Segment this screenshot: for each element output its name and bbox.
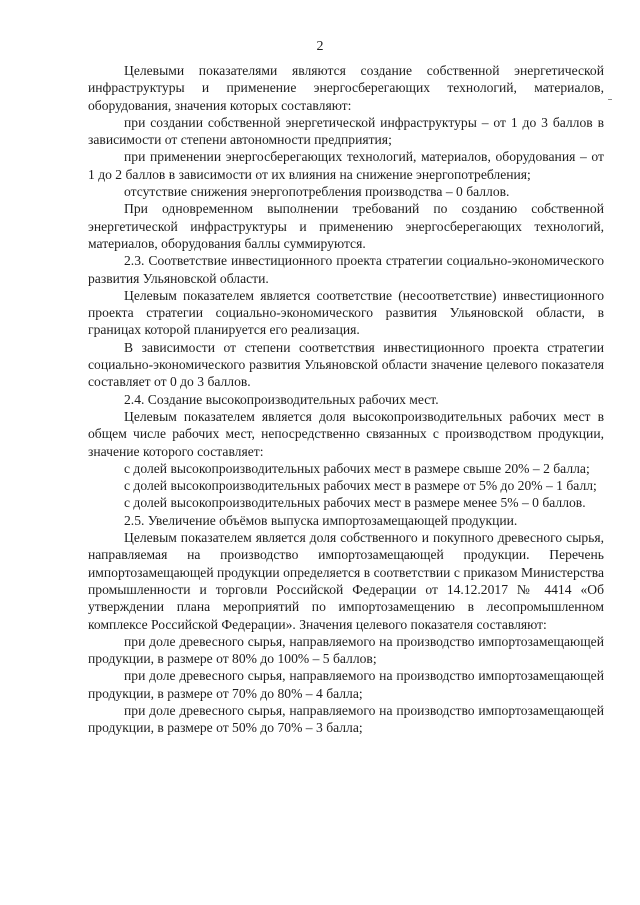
document-body <box>88 62 604 737</box>
paragraph-strategy-target: Целевым показателем является соответствие (несоответствие) инвестиционного проекта стратегии социально-экономического развития Ульяновской области, в границах которой планируется его реализация. <box>88 287 604 338</box>
paragraph-strategy-points: В зависимости от степени соответствия инвестиционного проекта стратегии социально-экономического развития Ульяновской области значение целевого показателя составляет от 0 до 3 баллов. <box>88 339 604 390</box>
paragraph-jobs-under-5: с долей высокопроизводительных рабочих мест в размере менее 5% – 0 баллов. <box>124 495 586 511</box>
page-number: 2 <box>316 39 324 54</box>
section-2-3-heading: 2.3. Соответствие инвестиционного проекта стратегии социально-экономического развития Ульяновской области. <box>88 253 604 286</box>
paragraph-own-infrastructure: при создании собственной энергетической инфраструктуры – от 1 до 3 баллов в зависимости от степени автономности предприятия; <box>88 114 604 148</box>
margin-mark <box>608 99 612 100</box>
paragraph-import-50-70: при доле древесного сырья, направляемого на производство импортозамещающей продукции, в размере от 50% до 70% – 3 балла; <box>88 702 604 736</box>
paragraph-targets-intro: Целевыми показателями являются создание собственной энергетической инфраструктуры и применение энергосберегающих технологий, материалов, оборудования, значения которых составляют: <box>88 63 604 113</box>
paragraph-jobs-5-20: с долей высокопроизводительных рабочих мест в размере от 5% до 20% – 1 балл; <box>124 478 597 494</box>
paragraph-import-target: Целевым показателем является доля собственного и покупного древесного сырья, направляемая на производство импортозамещающей продукции. Перечень импортозамещающей продукции определяется в соответствии с приказом Министерства промышленности и торговли Российской Федерации от 14.12.2017 № 4414 «Об утверждении плана мероприятий по импортозамещению в лесопромышленном комплексе Российской Федерации». Значения целевого показателя составляют: <box>88 530 604 632</box>
paragraph-sum-points: При одновременном выполнении требований по созданию собственной энергетической инфраструктуры и применению энергосберегающих технологий, материалов, оборудования баллы суммируются. <box>88 201 604 251</box>
paragraph-jobs-target: Целевым показателем является доля высокопроизводительных рабочих мест в общем числе рабочих мест, непосредственно связанных с производством продукции, значение которого составляет: <box>88 408 604 459</box>
paragraph-jobs-over-20: с долей высокопроизводительных рабочих мест в размере свыше 20% – 2 балла; <box>124 460 590 476</box>
section-2-4-heading: 2.4. Создание высокопроизводительных рабочих мест. <box>124 391 439 407</box>
paragraph-no-reduction: отсутствие снижения энергопотребления производства – 0 баллов. <box>124 184 510 200</box>
paragraph-import-80-100: при доле древесного сырья, направляемого на производство импортозамещающей продукции, в размере от 80% до 100% – 5 баллов; <box>88 633 604 667</box>
paragraph-energy-saving: при применении энергосберегающих технологий, материалов, оборудования – от 1 до 2 баллов в зависимости от их влияния на снижение энергопотребления; <box>88 149 604 182</box>
paragraph-import-70-80: при доле древесного сырья, направляемого на производство импортозамещающей продукции, в размере от 70% до 80% – 4 балла; <box>88 668 604 701</box>
section-2-5-heading: 2.5. Увеличение объёмов выпуска импортозамещающей продукции. <box>124 512 518 528</box>
